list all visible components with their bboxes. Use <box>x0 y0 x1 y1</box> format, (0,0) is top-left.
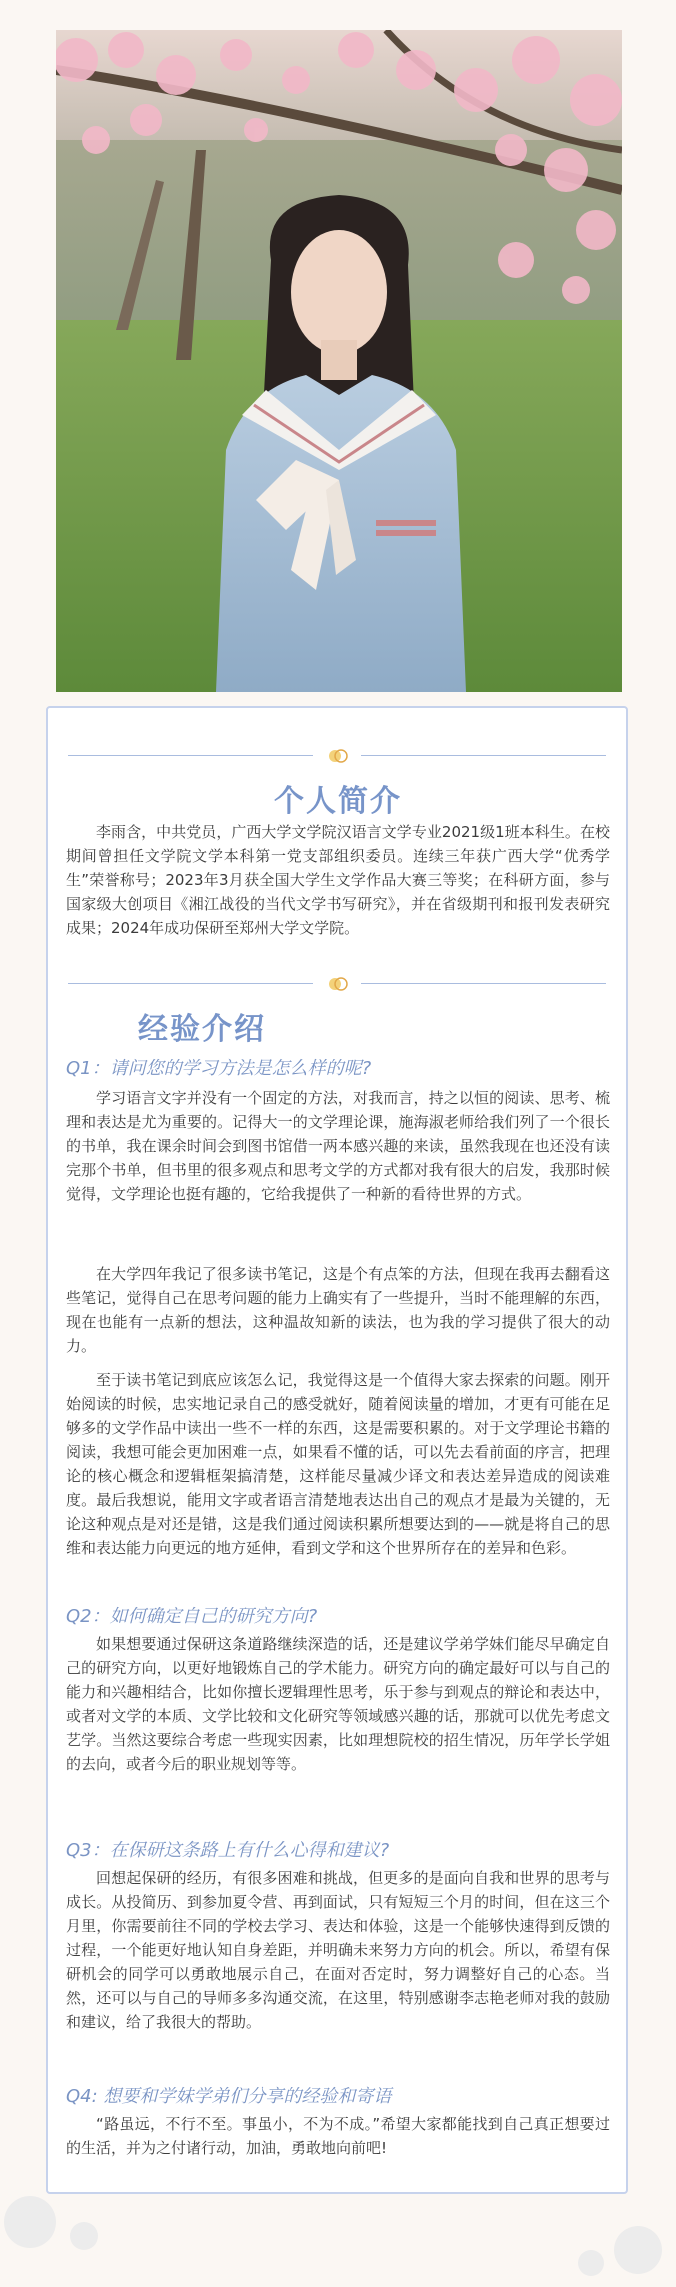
answer-1-paragraph-3: 至于读书笔记到底应该怎么记，我觉得这是一个值得大家去探索的问题。刚开始阅读的时候，忠实地记录自己的感受就好，随着阅读量的增加，才更有可能在足够多的文学作品中读出一些不一样的东西，这是需要积累的。对于文学理论书籍的阅读，我想可能会更加困难一点，如果看不懂的话，可以先去看前面的序言，把理论的核心概念和逻辑框架搞清楚，这样能尽量减少译文和表达差异造成的阅读难度。最后我想说，能用文字或者语言清楚地表达出自己的观点才是最为关键的，无论这种观点是对还是错，这是我们通过阅读积累所想要达到的——就是将自己的思维和表达能力向更远的地方延伸，看到文学和这个世界所存在的差异和色彩。 <box>66 1371 610 1557</box>
question-1: Q1：请问您的学习方法是怎么样的呢? <box>66 1058 372 1079</box>
section-divider <box>68 748 606 764</box>
profile-text: 李雨含，中共党员，广西大学文学院汉语言文学专业2021级1班本科生。在校期间曾担任文学院文学本科第一党支部组织委员。连续三年获广西大学“优秀学生”荣誉称号；2023年3月获全国大学生文学作品大赛三等奖；在科研方面，参与国家级大创项目《湘江战役的当代文学书写研究》，并在省级期刊和报刊发表研究成果；2024年成功保研至郑州大学文学院。 <box>66 823 610 937</box>
question-3: Q3：在保研这条路上有什么心得和建议? <box>66 1840 390 1861</box>
answer-1-paragraph-2: 在大学四年我记了很多读书笔记，这是个有点笨的方法，但现在我再去翻看这些笔记，觉得自己在思考问题的能力上确实有了一些提升，当时不能理解的东西，现在也能有一点新的想法，这种温故知新的读法，也为我的学习提供了很大的动力。 <box>66 1265 610 1355</box>
profile-card <box>46 706 628 2194</box>
decor-bubble <box>614 2226 662 2274</box>
section-divider <box>68 976 606 992</box>
decor-bubble <box>70 2222 98 2250</box>
answer-2-paragraph-1: 如果想要通过保研这条道路继续深造的话，还是建议学弟学妹们能尽早确定自己的研究方向，以更好地锻炼自己的学术能力。研究方向的确定最好可以与自己的能力和兴趣相结合，比如你擅长逻辑理性思考，乐于参与到观点的辩论和表达中，或者对文学的本质、文学比较和文化研究等领域感兴趣的话，那就可以优先考虑文艺学。当然这要综合考虑一些现实因素，比如理想院校的招生情况，历年学长学姐的去向，或者今后的职业规划等等。 <box>66 1635 610 1773</box>
answer-4-paragraph-1: “路虽远，不行不至。事虽小，不为不成。”希望大家都能找到自己真正想要过的生活，并为之付诸行动，加油，勇敢地向前吧! <box>66 2115 610 2157</box>
question-4: Q4: 想要和学妹学弟们分享的经验和寄语 <box>66 2086 392 2107</box>
profile-title: 个人简介 <box>274 784 402 819</box>
experience-title: 经验介绍 <box>138 1012 266 1047</box>
decor-bubble <box>4 2196 56 2248</box>
answer-1-paragraph-1: 学习语言文字并没有一个固定的方法，对我而言，持之以恒的阅读、思考、梳理和表达是尤为重要的。记得大一的文学理论课，施海淑老师给我们列了一个很长的书单，我在课余时间会到图书馆借一两本感兴趣的来读，虽然我现在也还没有读完那个书单，但书里的很多观点和思考文学的方式都对我有很大的启发，我那时候觉得，文学理论也挺有趣的，它给我提供了一种新的看待世界的方式。 <box>66 1089 610 1203</box>
divider-ornament-icon <box>327 977 349 991</box>
decor-bubble <box>578 2250 604 2276</box>
portrait-photo <box>56 30 622 692</box>
question-2: Q2：如何确定自己的研究方向? <box>66 1606 318 1627</box>
divider-ornament-icon <box>327 749 349 763</box>
answer-3-paragraph-1: 回想起保研的经历，有很多困难和挑战，但更多的是面向自我和世界的思考与成长。从投简历、到参加夏令营、再到面试，只有短短三个月的时间，但在这三个月里，你需要前往不同的学校去学习、表达和体验，这是一个能够快速得到反馈的过程，一个能更好地认知自身差距，并明确未来努力方向的机会。所以，希望有保研机会的同学可以勇敢地展示自己，在面对否定时，努力调整好自己的心态。当然，还可以与自己的导师多多沟通交流，在这里，特别感谢李志艳老师对我的鼓励和建议，给了我很大的帮助。 <box>66 1869 610 2031</box>
